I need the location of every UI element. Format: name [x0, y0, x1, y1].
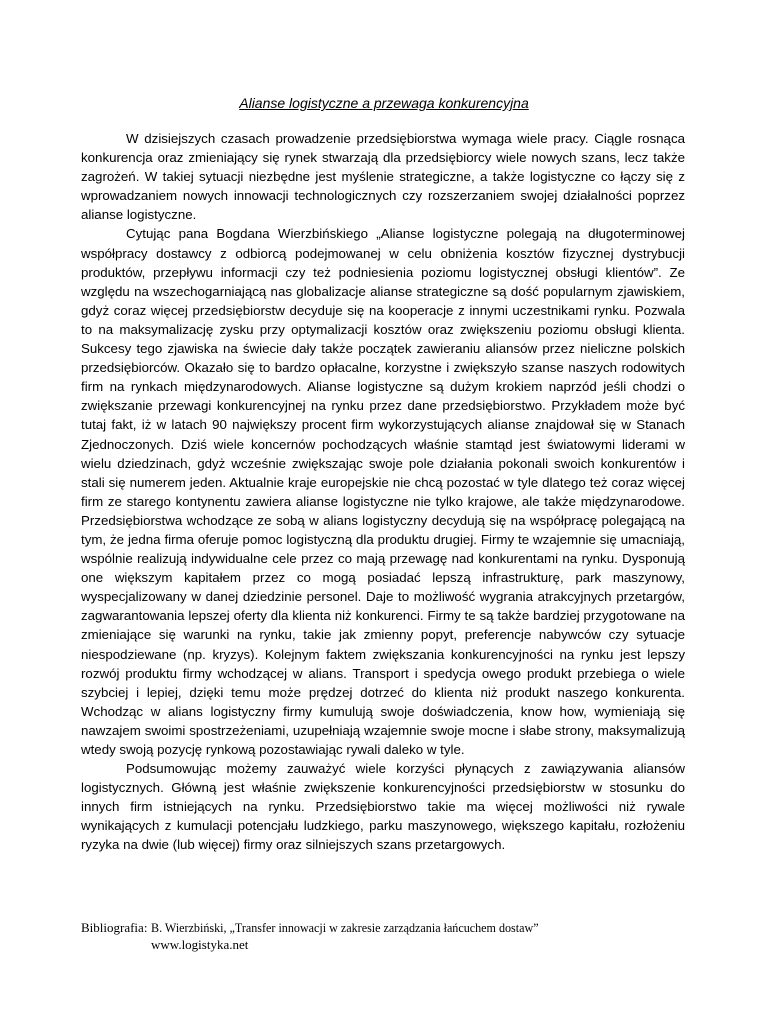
- bibliography-label: Bibliografia:: [81, 920, 148, 935]
- paragraph-2: Cytując pana Bogdana Wierzbińskiego „Alianse logistyczne polegają na długoterminowej współpracy dostawcy z odbiorcą podejmowanej w celu obniżenia kosztów fizycznej dystrybucji produktów, przepływu informacji czy też podniesienia poziomu logistycznej obsługi klientów”. Ze względu na wszechogarniającą nas globalizacje alianse strategiczne są dość popularnym zjawiskiem, gdyż coraz więcej przedsiębiorstw decyduje się na kooperacje z innymi uczestnikami rynku. Pozwala to na maksymalizację zysku przy optymalizacji kosztów oraz zwiększeniu poziomu obsługi klienta. Sukcesy tego zjawiska na świecie dały także początek zawieraniu aliansów przez nieliczne polskich przedsiębiorców. Okazało się to bardzo opłacalne, korzystne i zwiększyło szanse naszych rodowitych firm na rynkach międzynarodowych. Alianse logistyczne są dużym krokiem naprzód jeśli chodzi o zwiększanie przewagi konkurencyjnej na rynku przez dane przedsiębiorstwo. Przykładem może być tutaj fakt, iż w latach 90 największy procent firm wykorzystujących alianse znajdował się w Stanach Zjednoczonych. Dziś wiele koncernów pochodzących właśnie stamtąd jest światowymi liderami w wielu dziedzinach, gdyż wcześnie zwiększając swoje pole działania pokonali swoich konkurentów i stali się numerem jeden. Aktualnie kraje europejskie nie chcą pozostać w tyle dlatego też coraz więcej firm ze starego kontynentu zawiera alianse logistyczne nie tylko krajowe, ale także międzynarodowe. Przedsiębiorstwa wchodzące ze sobą w alians logistyczny decydują się na współpracę polegającą na tym, że jedna firma oferuje pomoc logistyczną dla produktu drugiej. Firmy te wzajemnie się umacniają, wspólnie realizują indywidualne cele przez co mają przewagę nad konkurentami na rynku. Dysponują one większym kapitałem przez co mogą posiadać lepszą infrastrukturę, park maszynowy, wyspecjalizowany w danej dziedzinie personel. Daje to możliwość wygrania atrakcyjnych przetargów, zagwarantowania lepszej oferty dla klienta niż konkurenci. Firmy te są także bardziej przygotowane na zmieniające się warunki na rynku, takie jak zmienny popyt, preferencje nabywców czy sytuacje niespodziewane (np. kryzys). Kolejnym faktem zwiększania konkurencyjności na rynku jest lepszy rozwój produktu firmy wchodzącej w alians. Transport i spedycja owego produkt przebiega o wiele szybciej i lepiej, dzięki temu może prędzej dotrzeć do klienta niż produkt naszego konkurenta. Wchodząc w alians logistyczny firmy kumulują swoje doświadczenia, know how, wymieniają się nawzajem swoimi spostrzeżeniami, uzupełniają wzajemnie swoje mocne i słabe strony, maksymalizują wtedy swoją pozycję rynkową pozostawiając rywali daleko w tyle.: [81, 226, 685, 757]
- bibliography-entries: [151, 919, 701, 953]
- paragraph-1: W dzisiejszych czasach prowadzenie przedsiębiorstwa wymaga wiele pracy. Ciągle rosnąca konkurencja oraz zmieniający się rynek stwarzają dla przedsiębiorcy wiele nowych szans, lecz także zagrożeń. W takiej sytuacji niezbędne jest myślenie strategiczne, a także logistyczne co łączy się z wprowadzaniem nowych innowacji technologicznych czy rozszerzaniem swojej działalności poprzez alianse logistyczne.: [81, 131, 685, 223]
- bibliography-source: B. Wierzbiński, „Transfer innowacji w zakresie zarządzania łańcuchem dostaw”: [151, 920, 539, 935]
- bibliography-url: www.logistyka.net: [151, 937, 249, 952]
- document-body: [81, 129, 685, 855]
- document-title: Alianse logistyczne a przewaga konkurencyjna: [239, 95, 529, 111]
- paragraph-3: Podsumowując możemy zauważyć wiele korzyści płynących z zawiązywania aliansów logistycznych. Główną jest właśnie zwiększenie konkurencyjności przedsiębiorstw w stosunku do innych firm istniejących na rynku. Przedsiębiorstwo takie ma więcej możliwości niż rywale wynikających z kumulacji potencjału ludzkiego, parku maszynowego, większego kapitału, rozłożeniu ryzyka na dwie (lub więcej) firmy oraz silniejszych szans przetargowych.: [81, 761, 685, 853]
- bibliography: [81, 919, 701, 953]
